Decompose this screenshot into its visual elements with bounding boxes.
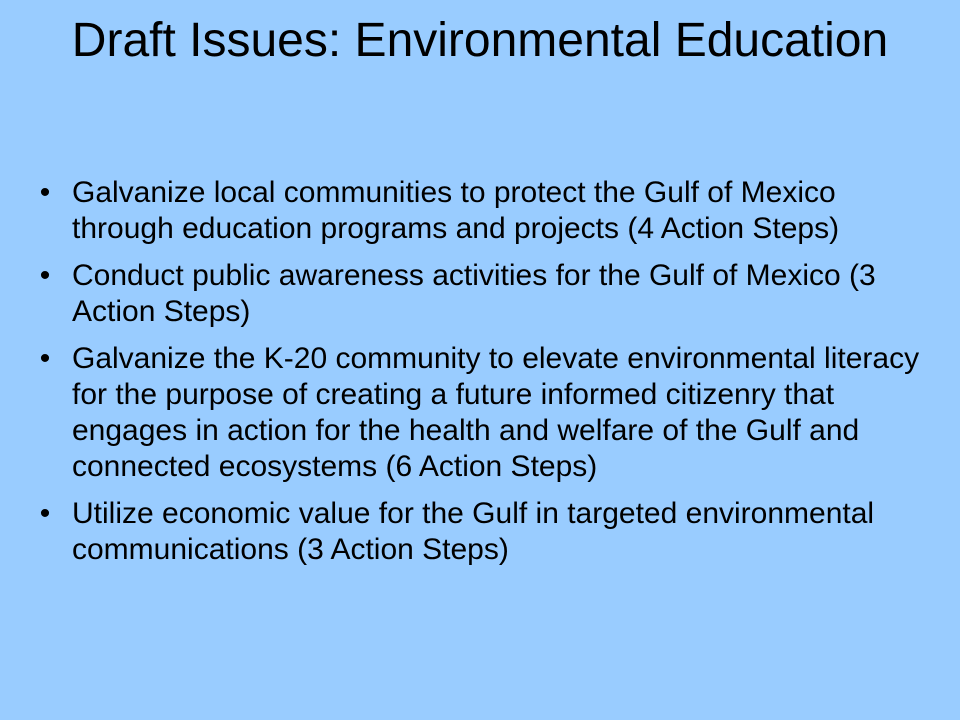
bullet-text: Conduct public awareness activities for the Gulf of Mexico (3 Action Steps) [72, 259, 876, 328]
bullet-item [30, 341, 930, 485]
bullet-item [30, 175, 930, 247]
bullet-item [30, 496, 930, 568]
bullet-dot-icon: • [39, 497, 51, 530]
slide-title: Draft Issues: Environmental Education [71, 14, 889, 67]
bullet-dot-icon: • [39, 176, 51, 209]
bullet-list [30, 175, 930, 579]
bullet-dot-icon: • [39, 259, 51, 292]
bullet-text: Galvanize the K-20 community to elevate environmental literacy for the purpose of creating a future informed citizenry that engages in action for the health and welfare of the Gulf and connected ecosystems (6 Action Steps) [72, 342, 920, 483]
bullet-text: Utilize economic value for the Gulf in targeted environmental communications (3 Action Steps) [72, 497, 875, 566]
bullet-dot-icon: • [39, 342, 51, 375]
bullet-text: Galvanize local communities to protect the Gulf of Mexico through education programs and projects (4 Action Steps) [72, 176, 840, 245]
bullet-item [30, 258, 930, 330]
